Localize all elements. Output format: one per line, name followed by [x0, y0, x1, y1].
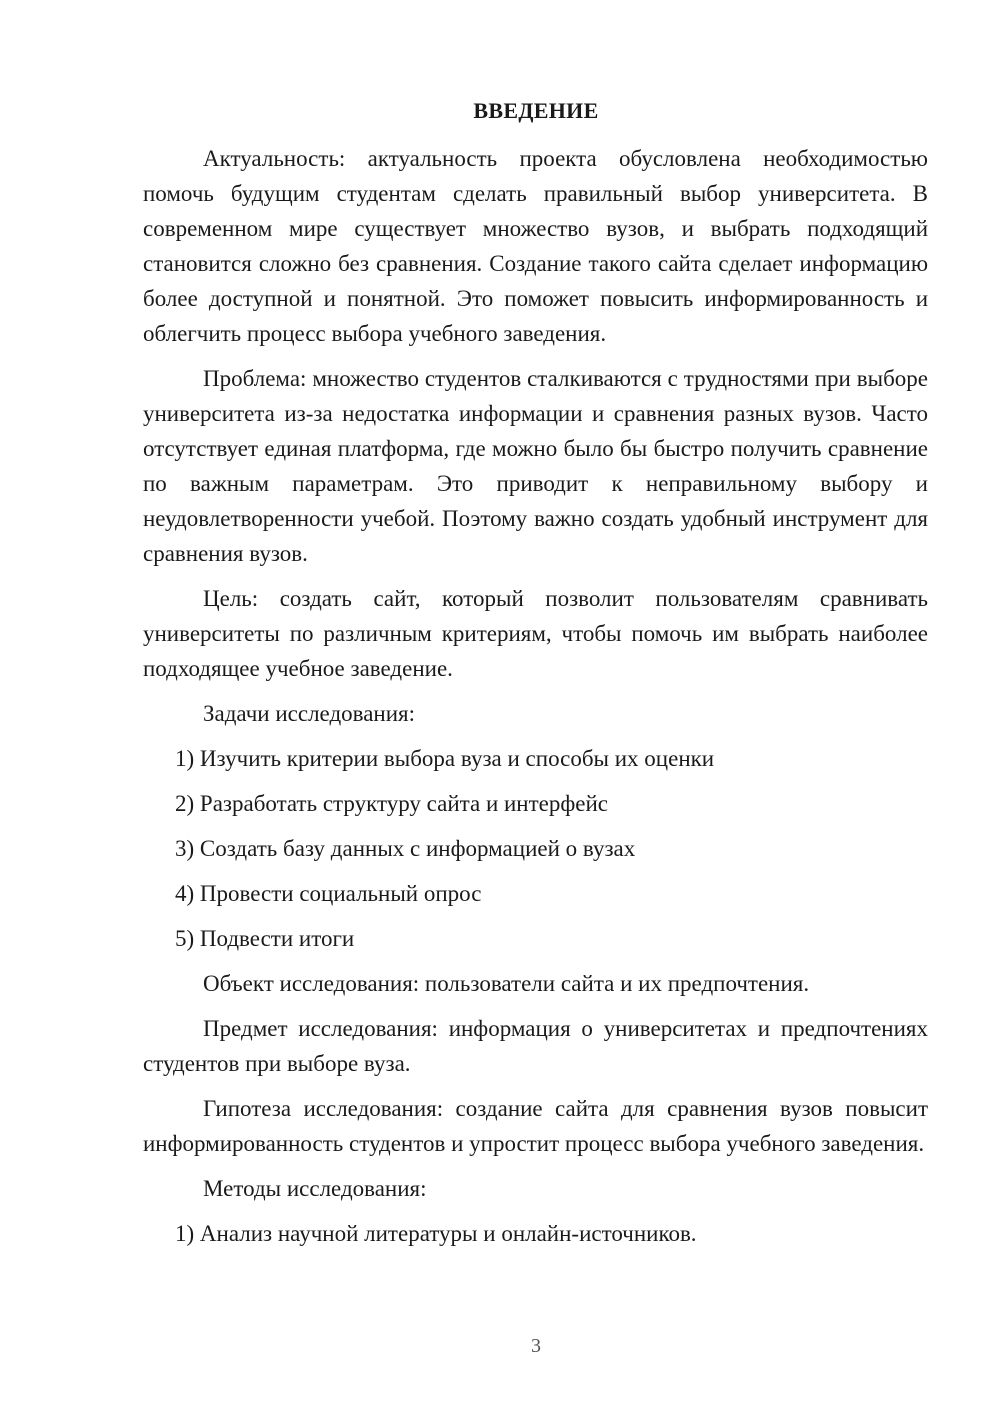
list-item: 2) Разработать структуру сайта и интерфейс: [175, 791, 609, 816]
methods-title: Методы исследования:: [203, 1176, 427, 1201]
methods-list: [143, 1216, 928, 1251]
tasks-list: [143, 741, 928, 956]
list-item: 5) Подвести итоги: [175, 926, 355, 951]
tasks-title: Задачи исследования:: [203, 701, 416, 726]
subject-paragraph: Предмет исследования: информация о университетах и предпочтениях студентов при выборе вуза.: [143, 1016, 928, 1076]
list-item: 4) Провести социальный опрос: [175, 881, 482, 906]
goal-paragraph: Цель: создать сайт, который позволит пользователям сравнивать университеты по различным критериям, чтобы помочь им выбрать наиболее подходящее учебное заведение.: [143, 586, 928, 681]
relevance-paragraph: Актуальность: актуальность проекта обусловлена необходимостью помочь будущим студентам сделать правильный выбор университета. В современном мире существует множество вузов, и выбрать подходящий становится сложно без сравнения. Создание такого сайта сделает информацию более доступной и понятной. Это поможет повысить информированность и облегчить процесс выбора учебного заведения.: [143, 146, 928, 346]
list-item: 3) Создать базу данных с информацией о вузах: [175, 836, 636, 861]
list-item: 1) Изучить критерии выбора вуза и способы их оценки: [175, 746, 715, 771]
page-number: 3: [531, 1335, 541, 1357]
document-body: [143, 141, 928, 1261]
page-title: ВВЕДЕНИЕ: [473, 98, 599, 123]
problem-paragraph: Проблема: множество студентов сталкиваются с трудностями при выборе университета из-за недостатка информации и сравнения разных вузов. Часто отсутствует единая платформа, где можно было бы быстро получить сравнение по важным параметрам. Это приводит к неправильному выбору и неудовлетворенности учебой. Поэтому важно создать удобный инструмент для сравнения вузов.: [143, 366, 928, 566]
hypothesis-paragraph: Гипотеза исследования: создание сайта для сравнения вузов повысит информированность студентов и упростит процесс выбора учебного заведения.: [143, 1096, 928, 1156]
object-paragraph: Объект исследования: пользователи сайта и их предпочтения.: [203, 971, 810, 996]
list-item: 1) Анализ научной литературы и онлайн-источников.: [175, 1221, 697, 1246]
